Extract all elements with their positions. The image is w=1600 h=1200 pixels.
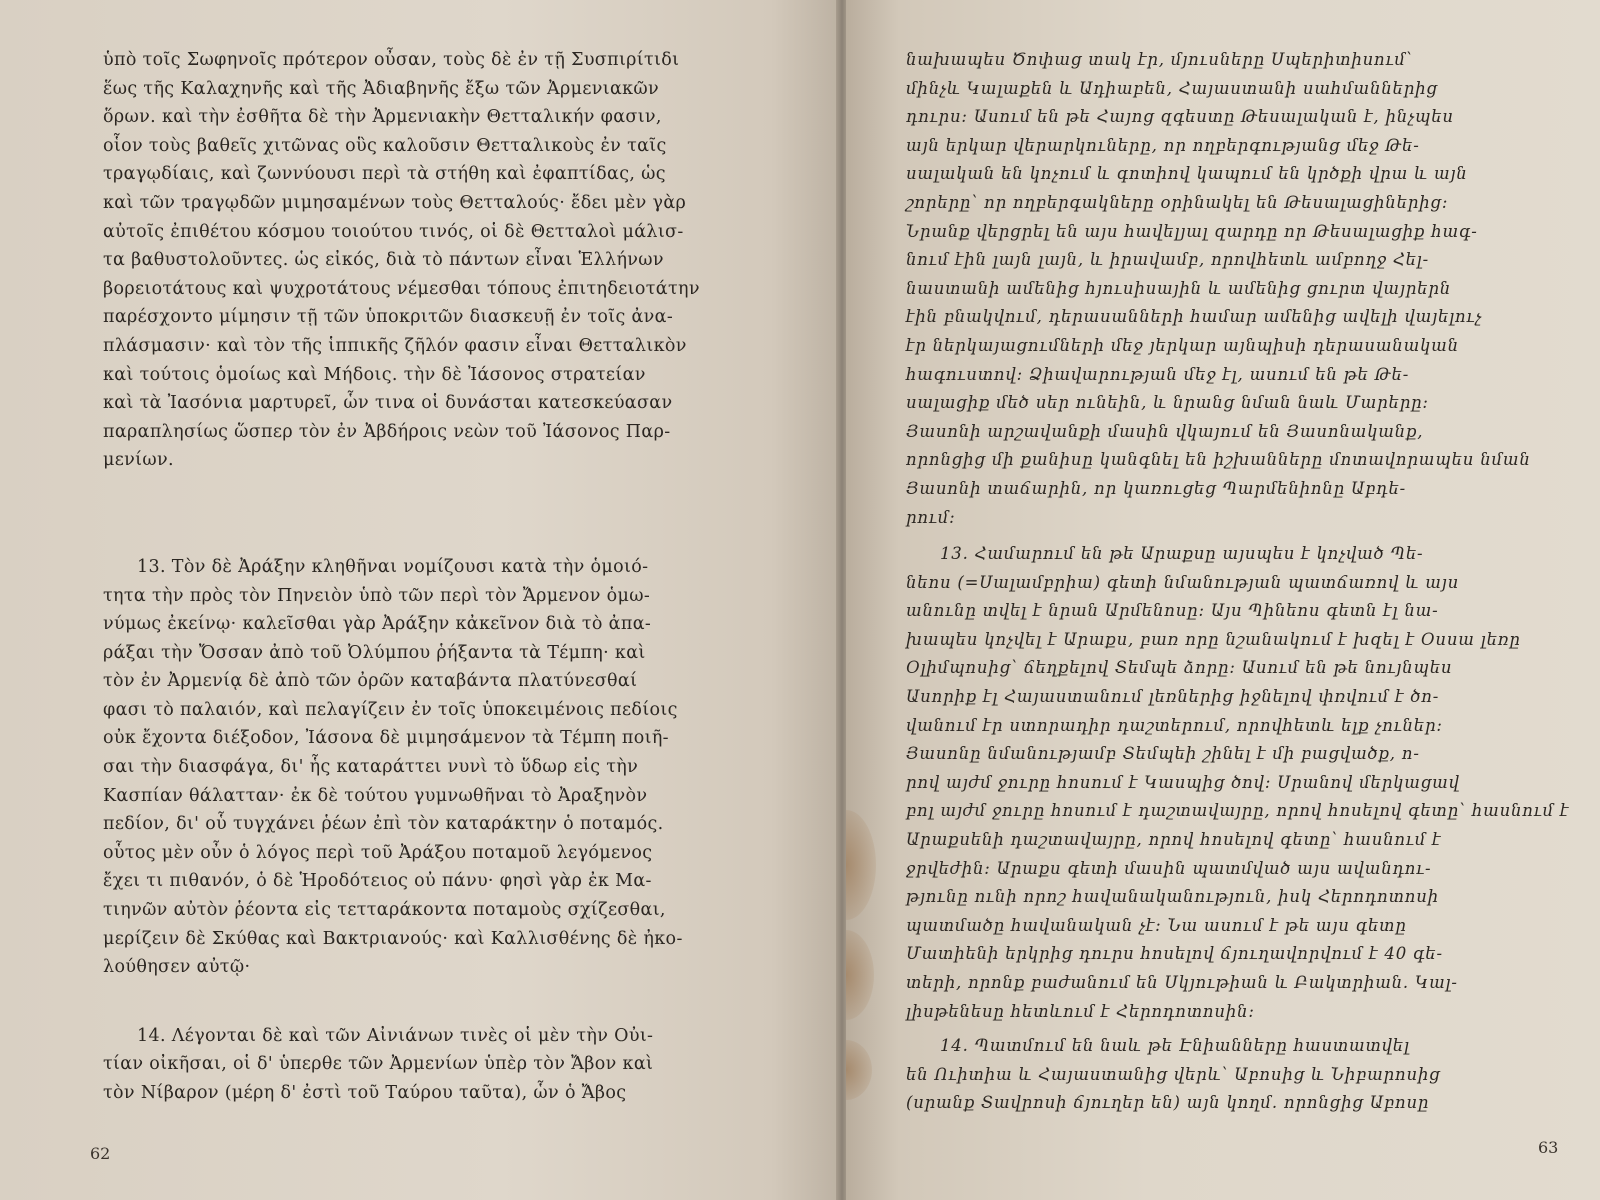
text-line: անունը տվել է նրան Արմենոսը: Այս Պինեոս գետն էլ նա- (906, 601, 1439, 621)
text-line: Մատիենի երկրից դուրս հոսելով ճյուղավորվում է 40 գե- (906, 944, 1443, 964)
text-line: τραγῳδίαις, καὶ ζωννύουσι περὶ τὰ στήθη καὶ ἐφαπτίδας, ὡς (103, 164, 666, 185)
paragraph-greek-12-continued (103, 46, 700, 475)
text-line: τὸν Νίβαρον (μέρη δ' ἐστὶ τοῦ Ταύρου ταῦτα), ὧν ὁ Ἄβος (103, 1083, 627, 1103)
text-line: դուրս: Ասում են թե Հայոց զգեստը Թեսալական է, ինչպես (906, 107, 1454, 127)
text-line: 13. Համարում են թե Արաքսը այսպես է կոչված Պե- (940, 544, 1424, 564)
right-page (846, 0, 1600, 1200)
text-line: սալական են կոչում և գոտիով կապում են կրծքի վրա և այն (906, 164, 1468, 184)
text-line: 13. Τὸν δὲ Ἀράξην κληθῆναι νομίζουσι κατὰ τὴν ὁμοιό- (137, 556, 649, 577)
paper-stain (846, 930, 874, 1020)
text-line: ջրվեժին: Արաքս գետի մասին պատմված այս ավանդու- (906, 858, 1432, 878)
text-line: νύμως ἐκείνῳ· καλεῖσθαι γὰρ Ἀράξην κἀκεῖνον διὰ τὸ ἀπα- (103, 614, 652, 635)
paragraph-armenian-14 (906, 1032, 1569, 1118)
paragraph-armenian-13 (906, 540, 1569, 1026)
paragraph-armenian-12-continued (906, 46, 1569, 532)
text-line: μερίζειν δὲ Σκύθας καὶ Βακτριανούς· καὶ Καλλισθένης δὲ ἠκο- (103, 928, 683, 949)
text-line: թյունը ունի որոշ հավանականություն, իսկ Հերոդոտոսի (906, 887, 1439, 907)
text-line: խապես կոչվել է Արաքս, բառ որը նշանակում է խզել է Օսսա լեռը (906, 629, 1521, 649)
text-line: μενίων. (103, 450, 174, 471)
text-line: τα βαθυστολοῦντες. ὡς εἰκός, διὰ τὸ πάντων εἶναι Ἑλλήνων (103, 250, 664, 271)
text-line: τίαν οἰκῆσαι, οἱ δ' ὑπερθε τῶν Ἀρμενίων ὑπὲρ τὸν Ἄβον καὶ (103, 1054, 654, 1075)
page-number-left: 62 (90, 1144, 111, 1163)
text-line: Յասոնի արշավանքի մասին վկայում են Յասոնականք, (906, 421, 1424, 441)
text-line: վանում էր ստորադիր դաշտերում, որովհետև ելք չուներ: (906, 715, 1443, 735)
text-line: տերի, որոնք բաժանում են Սկյութիան և Բակտրիան. Կալ- (906, 973, 1458, 992)
paragraph-greek-14 (103, 1022, 700, 1108)
text-line: ἕως τῆς Καλαχηνῆς καὶ τῆς Ἀδιαβηνῆς ἔξω τῶν Ἀρμενιακῶν (103, 78, 660, 99)
text-line: էր ներկայացումների մեջ յերկար այնպիսի դերասանական (906, 335, 1459, 355)
text-line: այն երկար վերարկուները, որ ողբերգությանց մեջ Թե- (906, 135, 1420, 155)
text-line: λούθησεν αὐτῷ· (103, 957, 251, 978)
text-line: նեոս (=Սալամբրիա) գետի նմանության պատճառով և այս (906, 572, 1460, 592)
text-line: Արաքսենի դաշտավայրը, որով հոսելով գետը՝ հասնում է (906, 830, 1442, 850)
text-line: φασι τὸ παλαιόν, καὶ πελαγίζειν ἐν τοῖς ὑποκειμένοις πεδίοις (103, 699, 678, 720)
text-line: բոլ այժմ ջուրը հոսում է դաշտավայրը, որով հոսելով գետը՝ հասնում է (906, 801, 1570, 821)
text-line: 14. Պատմում են նաև թե Էնիանները հաստատվել (940, 1036, 1410, 1056)
text-line: τητα τὴν πρὸς τὸν Πηνειὸν ὑπὸ τῶν περὶ τὸν Ἄρμενον ὁμω- (103, 585, 651, 606)
text-line: πεδίον, δι' οὗ τυγχάνει ῥέων ἐπὶ τὸν καταράκτην ὁ ποταμός. (103, 814, 664, 835)
text-line: լիսթենեսը հետևում է Հերոդոտոսին: (906, 1001, 1255, 1021)
left-page-text (103, 46, 700, 1108)
text-line: σαι τὴν διασφάγα, δι' ἧς καταράττει νυνὶ τὸ ὕδωρ εἰς τὴν (103, 757, 639, 778)
text-line: մինչև Կալաքեն և Ադիաբեն, Հայաստանի սահմաններից (906, 78, 1438, 98)
text-line: καὶ τῶν τραγῳδῶν μιμησαμένων τοὺς Θετταλούς· ἔδει μὲν γὰρ (103, 192, 687, 213)
text-line: (սրանք Տավրոսի ճյուղեր են) այն կողմ. որոնցից Աբոսը (906, 1093, 1430, 1113)
right-page-text (906, 46, 1569, 1118)
text-line: շորերը՝ որ ողբերգակները օրինակել են Թեսալացիներից: (906, 192, 1449, 212)
text-line: նախապես Ծոփաց տակ էր, մյուսները Սպերիտիսում՝ (906, 50, 1413, 69)
text-line: Κασπίαν θάλατταν· ἐκ δὲ τούτου γυμνωθῆναι τὸ Ἀραξηνὸν (103, 785, 648, 806)
text-line: βορειοτάτους καὶ ψυχροτάτους νέμεσθαι τόπους ἐπιτηδειοτάτην (103, 278, 700, 299)
text-line: են Ուիտիա և Հայաստանից վերև՝ Աբոսից և Նիբարոսից (906, 1064, 1441, 1084)
text-line: Յասոնը նմանությամբ Տեմպեի շինել է մի բացվածք, ո- (906, 744, 1420, 764)
text-line: րով այժմ ջուրը հոսում է Կասպից ծով: Սրանով մերկացավ (906, 772, 1460, 792)
text-line: αὐτοῖς ἐπιθέτου κόσμου τοιούτου τινός, οἱ δὲ Θετταλοὶ μάλισ- (103, 221, 684, 242)
paper-stain (846, 810, 876, 920)
text-line: οἷον τοὺς βαθεῖς χιτῶνας οὓς καλοῦσιν Θετταλικοὺς ἐν ταῖς (103, 135, 667, 156)
text-line: ράξαι τὴν Ὄσσαν ἀπὸ τοῦ Ὀλύμπου ῥήξαντα τὰ Τέμπη· καὶ (103, 642, 646, 663)
text-line: παρέσχοντο μίμησιν τῇ τῶν ὑποκριτῶν διασκευῇ ἐν τοῖς ἀνα- (103, 307, 674, 328)
text-line: պատմածը հավանական չէ: Նա ասում է թե այս գետը (906, 915, 1407, 935)
text-line: οὐκ ἔχοντα διέξοδον, Ἰάσονα δὲ μιμησάμενον τὰ Τέμπη ποιῆ- (103, 728, 669, 749)
paper-stain (846, 1040, 872, 1100)
text-line: τὸν ἐν Ἀρμενίᾳ δὲ ἀπὸ τῶν ὀρῶν καταβάντα πλατύνεσθαί (103, 671, 638, 692)
text-line: 14. Λέγονται δὲ καὶ τῶν Αἰνιάνων τινὲς οἱ μὲν τὴν Οὐι- (137, 1025, 654, 1046)
text-line: ὑπὸ τοῖς Σωφηνοῖς πρότερον οὖσαν, τοὺς δὲ ἐν τῇ Συσπιρίτιδι (103, 50, 680, 70)
page-number-right: 63 (1538, 1138, 1559, 1157)
text-line: οὗτος μὲν οὖν ὁ λόγος περὶ τοῦ Ἀράξου ποταμοῦ λεγόμενος (103, 842, 653, 863)
text-line: ὅρων. καὶ τὴν ἐσθῆτα δὲ τὴν Ἀρμενιακὴν Θετταλικήν φασιν, (103, 107, 662, 128)
text-line: Յասոնի տաճարին, որ կառուցեց Պարմենիոնը Աբդե- (906, 478, 1406, 498)
text-line: նաստանի ամենից հյուսիսային և ամենից ցուրտ վայրերն (906, 278, 1452, 298)
text-line: ἔχει τι πιθανόν, ὁ δὲ Ἡροδότειος οὐ πάνυ· φησὶ γὰρ ἐκ Μα- (103, 871, 652, 892)
text-line: καὶ τὰ Ἰασόνια μαρτυρεῖ, ὧν τινα οἱ δυνάσται κατεσκεύασαν (103, 393, 673, 414)
text-line: րում: (906, 507, 956, 527)
text-line: սալացիք մեծ սեր ունեին, և նրանց նման նաև Մարերը: (906, 393, 1429, 413)
text-line: πλάσμασιν· καὶ τὸν τῆς ἱππικῆς ζῆλόν φασιν εἶναι Θετταλικὸν (103, 335, 687, 356)
paragraph-greek-13 (103, 553, 700, 982)
text-line: Օլիմպոսից՝ ճեղքելով Տեմպե ձորը: Ասում են թե նույնպես (906, 658, 1453, 678)
text-line: որոնցից մի քանիսը կանգնել են իշխանները մոտավորապես նման (906, 450, 1531, 470)
text-line: էին բնակվում, դերասանների համար ամենից ավելի վայելուչ (906, 307, 1483, 327)
text-line: հագուստով: Ձիավարության մեջ էլ, ասում են թե Թե- (906, 364, 1410, 384)
text-line: τιηνῶν αὐτὸν ῥέοντα εἰς τετταράκοντα ποταμοὺς σχίζεσθαι, (103, 900, 666, 921)
text-line: Ասորիք էլ Հայաստանում լեռներից իջնելով փռվում է ծո- (906, 687, 1440, 707)
text-line: Նրանք վերցրել են այս հավելյալ զարդը որ Թեսալացիք հագ- (906, 221, 1478, 241)
text-line: παραπλησίως ὥσπερ τὸν ἐν Ἀβδήροις νεὼν τοῦ Ἰάσονος Παρ- (103, 421, 671, 442)
text-line: նում էին լայն լայն, և իրավամբ, որովհետև ամբողջ Հել- (906, 250, 1429, 270)
text-line: καὶ τούτοις ὁμοίως καὶ Μήδοις. τὴν δὲ Ἰάσονος στρατείαν (103, 364, 646, 385)
